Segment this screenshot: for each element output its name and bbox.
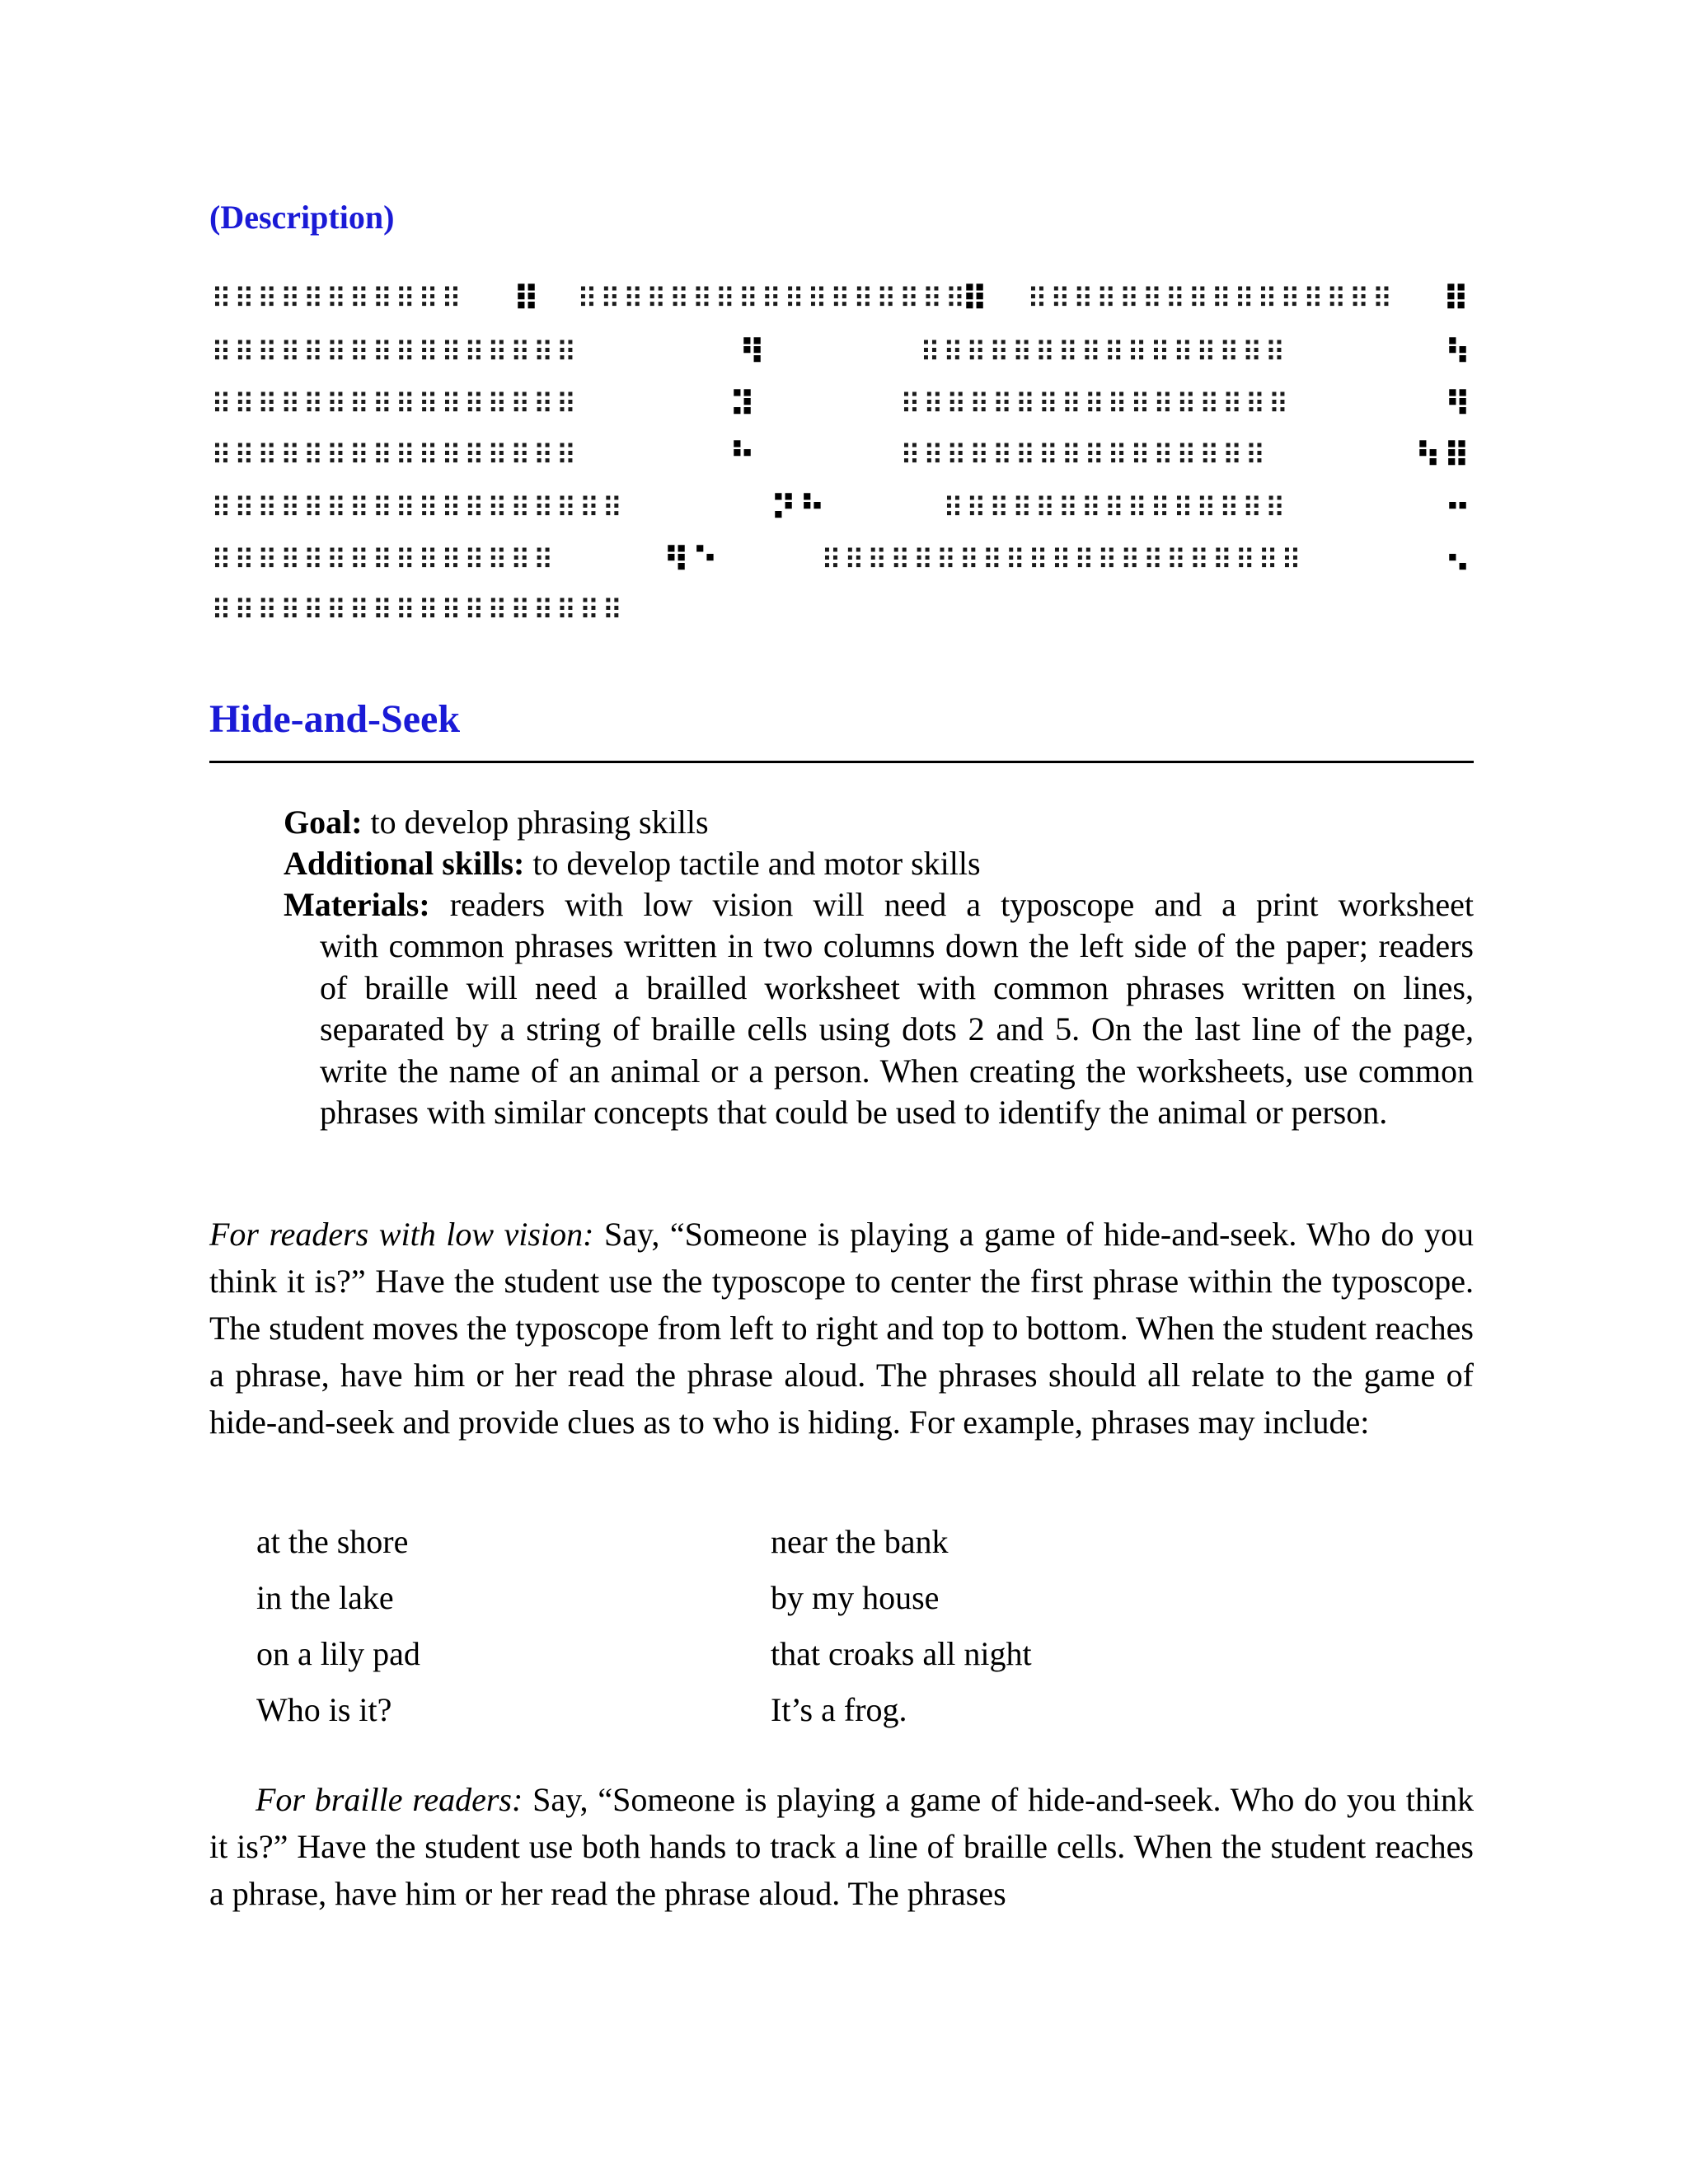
braille-line xyxy=(211,279,1474,320)
braille-marker: ⠝⠓ xyxy=(770,488,828,528)
braille-marker: ⠿ xyxy=(513,279,542,319)
braille-marker: ⠻ xyxy=(738,332,767,373)
materials-first-line xyxy=(284,884,1474,926)
materials-first-text: readers with low vision will need a typoscope and a print worksheet xyxy=(429,886,1474,923)
braille-marker: ⠳⠿ xyxy=(1414,435,1472,476)
section-rule xyxy=(209,761,1474,763)
section-title: Hide-and-Seek xyxy=(209,697,461,741)
braille-cells: ⠿⠿⠿⠿⠿⠿⠿⠿⠿⠿⠿⠿⠿⠿⠿⠿⠿ xyxy=(900,388,1292,421)
materials-text: with common phrases written in two columns down the left side of the paper; readers of braille will need a brailled worksheet with common phrases written on lines, separated by a string of braille cells using dots 2 and 5. On the last line of the page, write the name of an animal or a person. When creating the worksheets, use common phrases with similar concepts that could be used to identify the animal or person. xyxy=(320,927,1474,1132)
braille-line xyxy=(211,540,1474,581)
phrase-item: in the lake xyxy=(256,1579,394,1616)
braille-cells: ⠿⠿⠿⠿⠿⠿⠿⠿⠿⠿⠿ xyxy=(211,283,464,316)
braille-marker: ⠻ xyxy=(1444,384,1473,424)
materials-block xyxy=(284,884,1474,1133)
braille-line xyxy=(211,332,1474,373)
phrase-item: on a lily pad xyxy=(256,1635,420,1672)
braille-cells: ⠿⠿⠿⠿⠿⠿⠿⠿⠿⠿⠿⠿⠿⠿⠿⠿ xyxy=(1027,283,1395,316)
braille-readers-text: Say, “Someone is playing a game of hide-and-seek. Who do you think it is?” Have the student use both hands to track a line of braille cells. When the student reaches a phrase, have him or her read the phrase aloud. The phrases xyxy=(209,1781,1474,1912)
braille-cells: ⠿⠿⠿⠿⠿⠿⠿⠿⠿⠿⠿⠿⠿⠿⠿⠿ xyxy=(211,439,579,472)
additional-skills-label: Additional skills: xyxy=(284,845,525,882)
phrase-item: by my house xyxy=(771,1579,940,1616)
braille-cells: ⠿⠿⠿⠿⠿⠿⠿⠿⠿⠿⠿⠿⠿⠿⠿⠿⠿⠿ xyxy=(211,594,626,627)
braille-line xyxy=(211,590,1474,631)
additional-skills-text: to develop tactile and motor skills xyxy=(524,845,981,882)
braille-cells: ⠿⠿⠿⠿⠿⠿⠿⠿⠿⠿⠿⠿⠿⠿⠿⠿⠿⠿ xyxy=(211,492,626,525)
braille-cells: ⠿⠿⠿⠿⠿⠿⠿⠿⠿⠿⠿⠿⠿⠿⠿⠿ xyxy=(900,439,1268,472)
braille-cells: ⠿⠿⠿⠿⠿⠿⠿⠿⠿⠿⠿⠿⠿⠿⠿⠿ xyxy=(211,336,579,369)
braille-line xyxy=(211,488,1474,529)
braille-cells: ⠿⠿⠿⠿⠿⠿⠿⠿⠿⠿⠿⠿⠿⠿⠿⠿⠿ xyxy=(577,283,968,316)
braille-marker: ⠿ xyxy=(961,279,990,319)
goal-label: Goal: xyxy=(284,804,363,841)
braille-cells: ⠿⠿⠿⠿⠿⠿⠿⠿⠿⠿⠿⠿⠿⠿⠿⠿⠿⠿⠿⠿⠿ xyxy=(821,544,1304,577)
phrase-item: that croaks all night xyxy=(771,1635,1032,1672)
goal-text: to develop phrasing skills xyxy=(362,804,709,841)
braille-cells: ⠿⠿⠿⠿⠿⠿⠿⠿⠿⠿⠿⠿⠿⠿⠿ xyxy=(211,544,556,577)
materials-label: Materials: xyxy=(284,886,430,923)
braille-cells: ⠿⠿⠿⠿⠿⠿⠿⠿⠿⠿⠿⠿⠿⠿⠿ xyxy=(943,492,1288,525)
low-vision-text: Say, “Someone is playing a game of hide-and-seek. Who do you think it is?” Have the student use the typoscope to center the first phrase within the typoscope. The student moves the typoscope from left to right and top to bottom. When the student reaches a phrase, have him or her read the phrase aloud. The phrases should all relate to the game of hide-and-seek and provide clues as to who is hiding. For example, phrases may include: xyxy=(209,1216,1475,1441)
low-vision-paragraph xyxy=(209,1211,1474,1446)
phrase-item: Who is it? xyxy=(256,1691,392,1728)
additional-skills-line xyxy=(284,843,1474,884)
braille-marker: ⠽ xyxy=(729,384,757,424)
description-label: (Description) xyxy=(209,199,395,236)
braille-marker: ⠳ xyxy=(1444,332,1473,373)
phrase-item: It’s a frog. xyxy=(771,1691,907,1728)
phrase-item: at the shore xyxy=(256,1523,409,1560)
braille-marker: ⠢ xyxy=(1444,540,1473,580)
goal-line xyxy=(284,802,1474,843)
phrase-item: near the bank xyxy=(771,1523,949,1560)
braille-marker: ⠻⠑ xyxy=(663,540,720,580)
braille-line xyxy=(211,435,1474,476)
braille-marker: ⠓ xyxy=(729,435,757,476)
braille-marker: ⠒ xyxy=(1444,488,1473,528)
braille-readers-lead: For braille readers: xyxy=(256,1781,523,1818)
low-vision-lead: For readers with low vision: xyxy=(209,1216,594,1253)
braille-marker: ⠿ xyxy=(1442,279,1471,319)
braille-cells: ⠿⠿⠿⠿⠿⠿⠿⠿⠿⠿⠿⠿⠿⠿⠿⠿ xyxy=(211,388,579,421)
braille-cells: ⠿⠿⠿⠿⠿⠿⠿⠿⠿⠿⠿⠿⠿⠿⠿⠿ xyxy=(920,336,1288,369)
braille-readers-paragraph xyxy=(209,1776,1474,1917)
braille-line xyxy=(211,384,1474,425)
